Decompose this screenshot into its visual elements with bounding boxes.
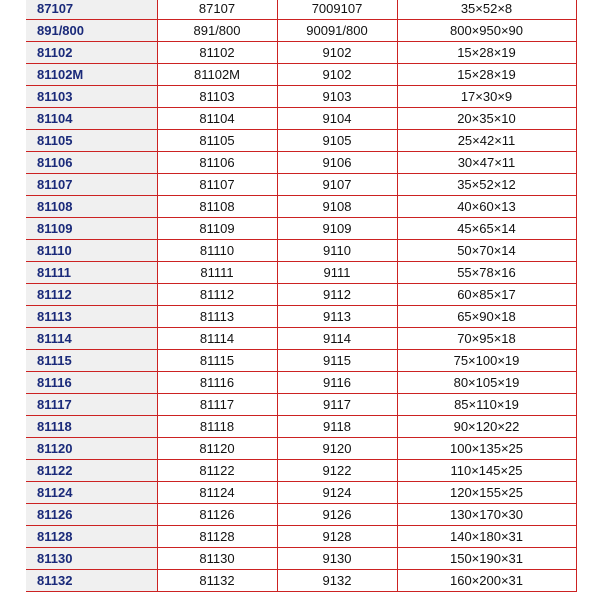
table-row	[26, 240, 576, 262]
dimensions-cell: 35×52×8	[397, 0, 576, 20]
alt-number-cell: 9103	[277, 86, 397, 108]
table-row	[26, 460, 576, 482]
dimensions-cell: 150×190×31	[397, 548, 576, 570]
dimensions-cell: 60×85×17	[397, 284, 576, 306]
part-number-cell: 81104	[157, 108, 277, 130]
table-row	[26, 130, 576, 152]
dimensions-cell: 100×135×25	[397, 438, 576, 460]
part-number-cell: 81128	[157, 526, 277, 548]
model-cell[interactable]: 81118	[26, 416, 157, 438]
model-cell[interactable]: 81105	[26, 130, 157, 152]
table-row	[26, 526, 576, 548]
table-row	[26, 0, 576, 20]
part-number-cell: 81108	[157, 196, 277, 218]
dimensions-cell: 130×170×30	[397, 504, 576, 526]
model-cell[interactable]: 81109	[26, 218, 157, 240]
part-number-cell: 81110	[157, 240, 277, 262]
table-row	[26, 196, 576, 218]
dimensions-cell: 65×90×18	[397, 306, 576, 328]
dimensions-cell: 85×110×19	[397, 394, 576, 416]
dimensions-cell: 75×100×19	[397, 350, 576, 372]
table-row	[26, 42, 576, 64]
part-number-cell: 81114	[157, 328, 277, 350]
part-number-cell: 81130	[157, 548, 277, 570]
table-row	[26, 482, 576, 504]
part-number-cell: 891/800	[157, 20, 277, 42]
part-number-cell: 81103	[157, 86, 277, 108]
model-cell[interactable]: 81106	[26, 152, 157, 174]
dimensions-cell: 160×200×31	[397, 570, 576, 592]
model-cell[interactable]: 81114	[26, 328, 157, 350]
model-cell[interactable]: 81117	[26, 394, 157, 416]
table-row	[26, 218, 576, 240]
model-cell[interactable]: 81124	[26, 482, 157, 504]
alt-number-cell: 9116	[277, 372, 397, 394]
dimensions-cell: 40×60×13	[397, 196, 576, 218]
table-row	[26, 306, 576, 328]
part-number-cell: 81118	[157, 416, 277, 438]
part-number-cell: 81112	[157, 284, 277, 306]
bearing-table-container	[26, 0, 576, 592]
table-row	[26, 372, 576, 394]
dimensions-cell: 140×180×31	[397, 526, 576, 548]
table-row	[26, 548, 576, 570]
model-cell[interactable]: 81128	[26, 526, 157, 548]
dimensions-cell: 80×105×19	[397, 372, 576, 394]
dimensions-cell: 50×70×14	[397, 240, 576, 262]
model-cell[interactable]: 81112	[26, 284, 157, 306]
table-row	[26, 86, 576, 108]
alt-number-cell: 9102	[277, 42, 397, 64]
model-cell[interactable]: 81115	[26, 350, 157, 372]
part-number-cell: 81115	[157, 350, 277, 372]
part-number-cell: 81122	[157, 460, 277, 482]
alt-number-cell: 9105	[277, 130, 397, 152]
part-number-cell: 81102M	[157, 64, 277, 86]
part-number-cell: 81120	[157, 438, 277, 460]
table-row	[26, 394, 576, 416]
model-cell[interactable]: 81113	[26, 306, 157, 328]
part-number-cell: 81106	[157, 152, 277, 174]
model-cell[interactable]: 81116	[26, 372, 157, 394]
dimensions-cell: 800×950×90	[397, 20, 576, 42]
model-cell[interactable]: 81102	[26, 42, 157, 64]
model-cell[interactable]: 81130	[26, 548, 157, 570]
alt-number-cell: 9110	[277, 240, 397, 262]
model-cell[interactable]: 87107	[26, 0, 157, 20]
alt-number-cell: 9118	[277, 416, 397, 438]
alt-number-cell: 9120	[277, 438, 397, 460]
alt-number-cell: 7009107	[277, 0, 397, 20]
part-number-cell: 81113	[157, 306, 277, 328]
part-number-cell: 81117	[157, 394, 277, 416]
dimensions-cell: 15×28×19	[397, 64, 576, 86]
table-row	[26, 152, 576, 174]
alt-number-cell: 9102	[277, 64, 397, 86]
model-cell[interactable]: 81107	[26, 174, 157, 196]
table-row	[26, 108, 576, 130]
dimensions-cell: 17×30×9	[397, 86, 576, 108]
table-row	[26, 262, 576, 284]
alt-number-cell: 9113	[277, 306, 397, 328]
part-number-cell: 81116	[157, 372, 277, 394]
bearing-table	[26, 0, 577, 592]
alt-number-cell: 9126	[277, 504, 397, 526]
dimensions-cell: 70×95×18	[397, 328, 576, 350]
part-number-cell: 81105	[157, 130, 277, 152]
dimensions-cell: 55×78×16	[397, 262, 576, 284]
model-cell[interactable]: 81132	[26, 570, 157, 592]
table-row	[26, 570, 576, 592]
model-cell[interactable]: 81102M	[26, 64, 157, 86]
model-cell[interactable]: 81108	[26, 196, 157, 218]
model-cell[interactable]: 81103	[26, 86, 157, 108]
table-row	[26, 328, 576, 350]
part-number-cell: 81124	[157, 482, 277, 504]
alt-number-cell: 9122	[277, 460, 397, 482]
dimensions-cell: 30×47×11	[397, 152, 576, 174]
model-cell[interactable]: 81110	[26, 240, 157, 262]
model-cell[interactable]: 81111	[26, 262, 157, 284]
alt-number-cell: 9124	[277, 482, 397, 504]
table-row	[26, 284, 576, 306]
table-row	[26, 438, 576, 460]
alt-number-cell: 9106	[277, 152, 397, 174]
model-cell[interactable]: 81126	[26, 504, 157, 526]
part-number-cell: 81102	[157, 42, 277, 64]
alt-number-cell: 9132	[277, 570, 397, 592]
alt-number-cell: 90091/800	[277, 20, 397, 42]
part-number-cell: 81111	[157, 262, 277, 284]
part-number-cell: 81109	[157, 218, 277, 240]
part-number-cell: 81132	[157, 570, 277, 592]
part-number-cell: 81107	[157, 174, 277, 196]
alt-number-cell: 9108	[277, 196, 397, 218]
model-cell[interactable]: 891/800	[26, 20, 157, 42]
model-cell[interactable]: 81104	[26, 108, 157, 130]
table-row	[26, 350, 576, 372]
dimensions-cell: 110×145×25	[397, 460, 576, 482]
alt-number-cell: 9115	[277, 350, 397, 372]
model-cell[interactable]: 81120	[26, 438, 157, 460]
dimensions-cell: 20×35×10	[397, 108, 576, 130]
alt-number-cell: 9128	[277, 526, 397, 548]
alt-number-cell: 9117	[277, 394, 397, 416]
dimensions-cell: 45×65×14	[397, 218, 576, 240]
dimensions-cell: 35×52×12	[397, 174, 576, 196]
part-number-cell: 87107	[157, 0, 277, 20]
table-row	[26, 504, 576, 526]
table-row	[26, 174, 576, 196]
alt-number-cell: 9111	[277, 262, 397, 284]
table-body	[26, 0, 576, 592]
dimensions-cell: 25×42×11	[397, 130, 576, 152]
dimensions-cell: 90×120×22	[397, 416, 576, 438]
alt-number-cell: 9109	[277, 218, 397, 240]
dimensions-cell: 120×155×25	[397, 482, 576, 504]
table-row	[26, 20, 576, 42]
alt-number-cell: 9114	[277, 328, 397, 350]
part-number-cell: 81126	[157, 504, 277, 526]
alt-number-cell: 9104	[277, 108, 397, 130]
table-row	[26, 416, 576, 438]
alt-number-cell: 9112	[277, 284, 397, 306]
dimensions-cell: 15×28×19	[397, 42, 576, 64]
model-cell[interactable]: 81122	[26, 460, 157, 482]
alt-number-cell: 9130	[277, 548, 397, 570]
table-row	[26, 64, 576, 86]
alt-number-cell: 9107	[277, 174, 397, 196]
